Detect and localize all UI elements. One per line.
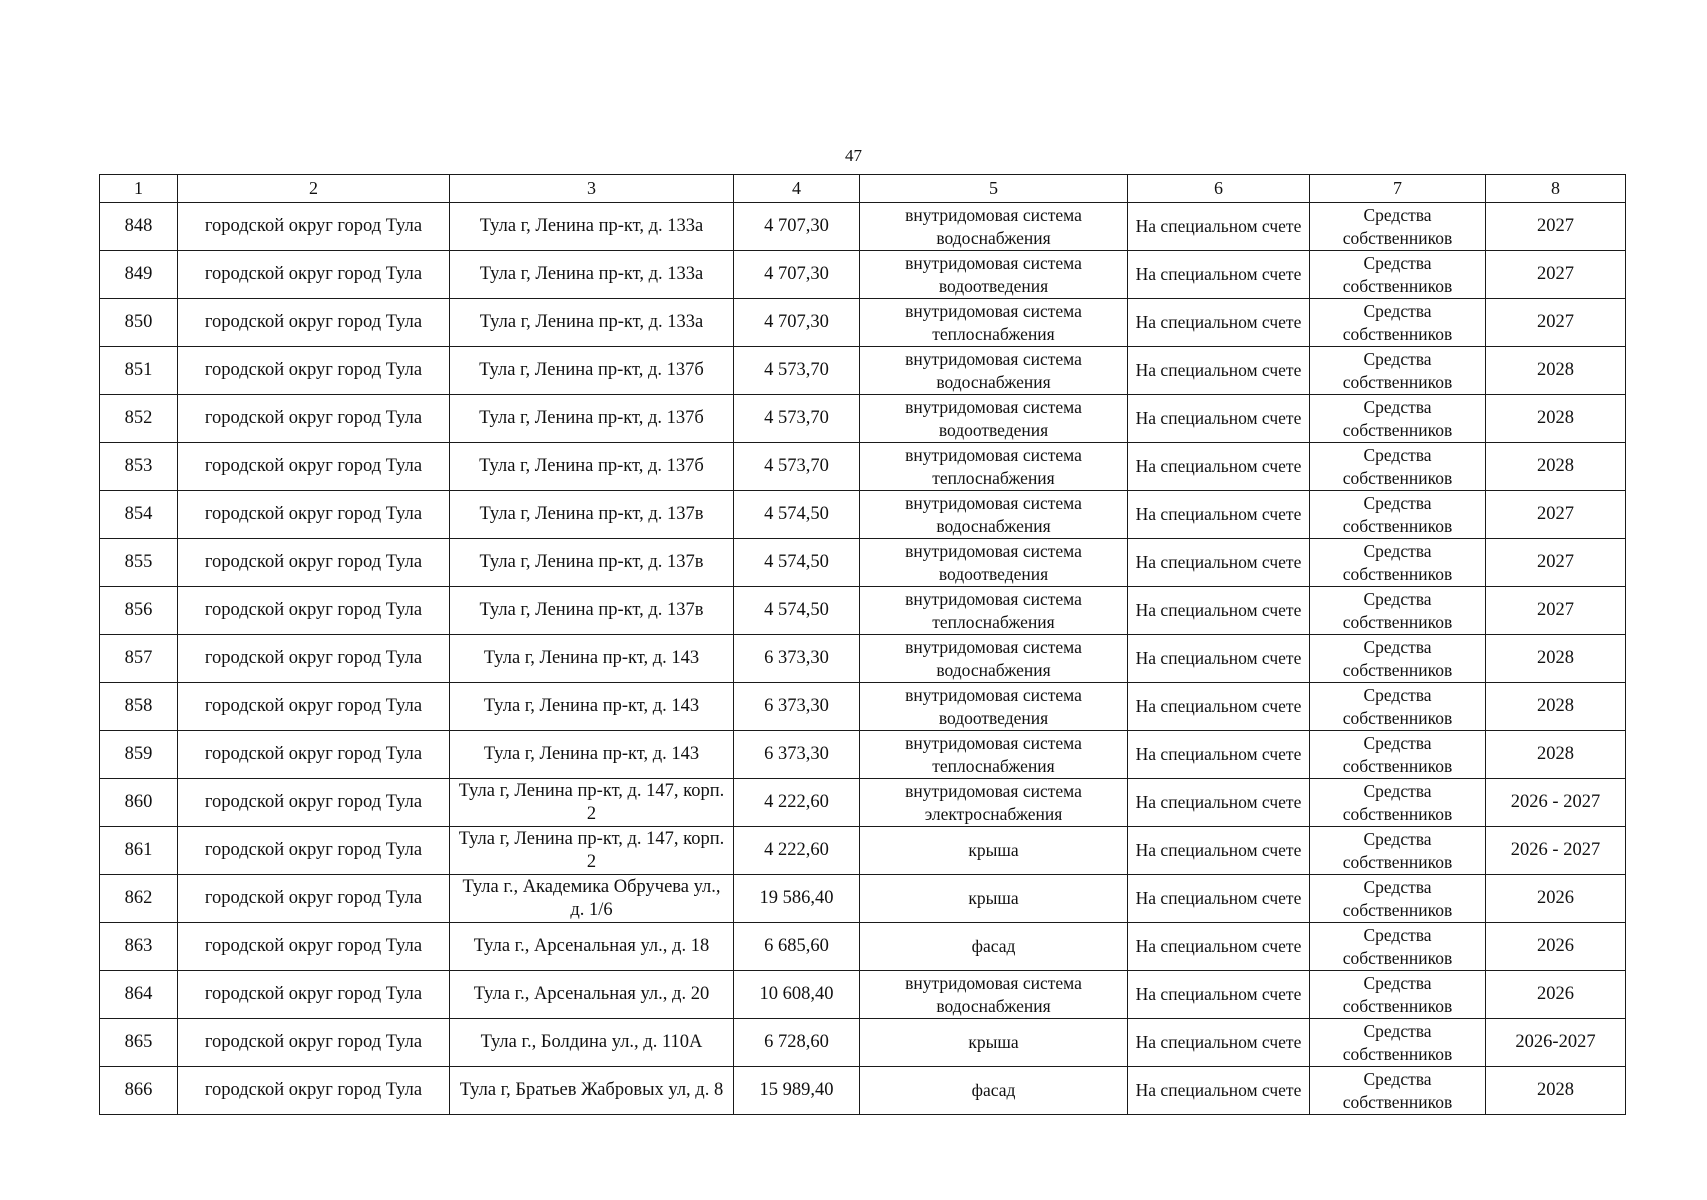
period-cell: 2027: [1486, 203, 1626, 251]
column-header-4: 4: [734, 175, 860, 203]
address-cell: Тула г, Ленина пр-кт, д. 147, корп. 2: [450, 827, 734, 875]
fund-account-cell: На специальном счете: [1128, 443, 1310, 491]
table-row: [100, 1019, 1626, 1067]
fund-account-cell: На специальном счете: [1128, 683, 1310, 731]
municipality-cell: городской округ город Тула: [178, 203, 450, 251]
row-number-cell: 851: [100, 347, 178, 395]
municipality-cell: городской округ город Тула: [178, 827, 450, 875]
fund-account-cell: На специальном счете: [1128, 827, 1310, 875]
work-type-cell: внутридомовая система водоснабжения: [860, 971, 1128, 1019]
area-cell: 4 574,50: [734, 491, 860, 539]
fund-account-cell: На специальном счете: [1128, 395, 1310, 443]
table-row: [100, 395, 1626, 443]
fund-account-cell: На специальном счете: [1128, 251, 1310, 299]
fund-account-cell: На специальном счете: [1128, 203, 1310, 251]
address-cell: Тула г, Ленина пр-кт, д. 137в: [450, 539, 734, 587]
row-number-cell: 850: [100, 299, 178, 347]
row-number-cell: 864: [100, 971, 178, 1019]
funding-source-cell: Средства собственников: [1310, 875, 1486, 923]
row-number-cell: 857: [100, 635, 178, 683]
funding-source-cell: Средства собственников: [1310, 299, 1486, 347]
funding-source-cell: Средства собственников: [1310, 395, 1486, 443]
column-header-6: 6: [1128, 175, 1310, 203]
row-number-cell: 854: [100, 491, 178, 539]
period-cell: 2028: [1486, 635, 1626, 683]
funding-source-cell: Средства собственников: [1310, 491, 1486, 539]
fund-account-cell: На специальном счете: [1128, 491, 1310, 539]
table-row: [100, 491, 1626, 539]
area-cell: 4 707,30: [734, 251, 860, 299]
table-row: [100, 875, 1626, 923]
work-type-cell: внутридомовая система теплоснабжения: [860, 299, 1128, 347]
row-number-cell: 860: [100, 779, 178, 827]
funding-source-cell: Средства собственников: [1310, 443, 1486, 491]
municipality-cell: городской округ город Тула: [178, 779, 450, 827]
table-row: [100, 731, 1626, 779]
column-header-2: 2: [178, 175, 450, 203]
municipality-cell: городской округ город Тула: [178, 731, 450, 779]
municipality-cell: городской округ город Тула: [178, 923, 450, 971]
area-cell: 15 989,40: [734, 1067, 860, 1115]
address-cell: Тула г., Арсенальная ул., д. 20: [450, 971, 734, 1019]
period-cell: 2026: [1486, 923, 1626, 971]
address-cell: Тула г, Ленина пр-кт, д. 133а: [450, 299, 734, 347]
table-row: [100, 347, 1626, 395]
funding-source-cell: Средства собственников: [1310, 683, 1486, 731]
period-cell: 2028: [1486, 395, 1626, 443]
work-type-cell: фасад: [860, 923, 1128, 971]
row-number-cell: 862: [100, 875, 178, 923]
table-row: [100, 587, 1626, 635]
period-cell: 2027: [1486, 491, 1626, 539]
period-cell: 2028: [1486, 1067, 1626, 1115]
work-type-cell: внутридомовая система водоотведения: [860, 683, 1128, 731]
work-type-cell: крыша: [860, 827, 1128, 875]
funding-source-cell: Средства собственников: [1310, 251, 1486, 299]
row-number-cell: 853: [100, 443, 178, 491]
area-cell: 6 685,60: [734, 923, 860, 971]
row-number-cell: 852: [100, 395, 178, 443]
row-number-cell: 861: [100, 827, 178, 875]
work-type-cell: внутридомовая система водоснабжения: [860, 635, 1128, 683]
row-number-cell: 848: [100, 203, 178, 251]
address-cell: Тула г, Ленина пр-кт, д. 137б: [450, 443, 734, 491]
municipality-cell: городской округ город Тула: [178, 347, 450, 395]
work-type-cell: внутридомовая система электроснабжения: [860, 779, 1128, 827]
area-cell: 19 586,40: [734, 875, 860, 923]
period-cell: 2028: [1486, 683, 1626, 731]
work-type-cell: внутридомовая система водоснабжения: [860, 203, 1128, 251]
period-cell: 2026 - 2027: [1486, 779, 1626, 827]
address-cell: Тула г., Арсенальная ул., д. 18: [450, 923, 734, 971]
municipality-cell: городской округ город Тула: [178, 875, 450, 923]
fund-account-cell: На специальном счете: [1128, 587, 1310, 635]
fund-account-cell: На специальном счете: [1128, 971, 1310, 1019]
funding-source-cell: Средства собственников: [1310, 827, 1486, 875]
funding-source-cell: Средства собственников: [1310, 731, 1486, 779]
address-cell: Тула г, Ленина пр-кт, д. 133а: [450, 203, 734, 251]
funding-source-cell: Средства собственников: [1310, 539, 1486, 587]
column-header-5: 5: [860, 175, 1128, 203]
area-cell: 4 222,60: [734, 779, 860, 827]
work-type-cell: внутридомовая система теплоснабжения: [860, 443, 1128, 491]
period-cell: 2026: [1486, 971, 1626, 1019]
municipality-cell: городской округ город Тула: [178, 539, 450, 587]
municipality-cell: городской округ город Тула: [178, 443, 450, 491]
address-cell: Тула г, Ленина пр-кт, д. 133а: [450, 251, 734, 299]
fund-account-cell: На специальном счете: [1128, 1067, 1310, 1115]
row-number-cell: 849: [100, 251, 178, 299]
period-cell: 2028: [1486, 731, 1626, 779]
table-row: [100, 251, 1626, 299]
address-cell: Тула г, Ленина пр-кт, д. 143: [450, 635, 734, 683]
column-header-1: 1: [100, 175, 178, 203]
period-cell: 2027: [1486, 587, 1626, 635]
work-type-cell: внутридомовая система водоотведения: [860, 539, 1128, 587]
address-cell: Тула г, Ленина пр-кт, д. 147, корп. 2: [450, 779, 734, 827]
address-cell: Тула г., Академика Обручева ул., д. 1/6: [450, 875, 734, 923]
work-type-cell: внутридомовая система теплоснабжения: [860, 731, 1128, 779]
row-number-cell: 858: [100, 683, 178, 731]
period-cell: 2027: [1486, 251, 1626, 299]
funding-source-cell: Средства собственников: [1310, 779, 1486, 827]
address-cell: Тула г, Ленина пр-кт, д. 143: [450, 683, 734, 731]
header-row: [100, 175, 1626, 203]
work-type-cell: крыша: [860, 875, 1128, 923]
column-header-7: 7: [1310, 175, 1486, 203]
funding-source-cell: Средства собственников: [1310, 971, 1486, 1019]
period-cell: 2026: [1486, 875, 1626, 923]
fund-account-cell: На специальном счете: [1128, 875, 1310, 923]
municipality-cell: городской округ город Тула: [178, 299, 450, 347]
address-cell: Тула г, Ленина пр-кт, д. 137в: [450, 491, 734, 539]
municipality-cell: городской округ город Тула: [178, 971, 450, 1019]
work-type-cell: крыша: [860, 1019, 1128, 1067]
table-row: [100, 299, 1626, 347]
work-type-cell: внутридомовая система водоснабжения: [860, 347, 1128, 395]
municipality-cell: городской округ город Тула: [178, 251, 450, 299]
area-cell: 4 574,50: [734, 587, 860, 635]
work-type-cell: внутридомовая система водоотведения: [860, 395, 1128, 443]
funding-source-cell: Средства собственников: [1310, 347, 1486, 395]
fund-account-cell: На специальном счете: [1128, 731, 1310, 779]
table-row: [100, 1067, 1626, 1115]
funding-source-cell: Средства собственников: [1310, 587, 1486, 635]
municipality-cell: городской округ город Тула: [178, 683, 450, 731]
address-cell: Тула г, Братьев Жабровых ул, д. 8: [450, 1067, 734, 1115]
period-cell: 2027: [1486, 539, 1626, 587]
table-row: [100, 683, 1626, 731]
fund-account-cell: На специальном счете: [1128, 923, 1310, 971]
table-body: [100, 203, 1626, 1115]
table-row: [100, 827, 1626, 875]
area-cell: 4 573,70: [734, 443, 860, 491]
row-number-cell: 855: [100, 539, 178, 587]
address-cell: Тула г, Ленина пр-кт, д. 137в: [450, 587, 734, 635]
funding-source-cell: Средства собственников: [1310, 203, 1486, 251]
row-number-cell: 863: [100, 923, 178, 971]
period-cell: 2027: [1486, 299, 1626, 347]
fund-account-cell: На специальном счете: [1128, 635, 1310, 683]
funding-source-cell: Средства собственников: [1310, 923, 1486, 971]
funding-source-cell: Средства собственников: [1310, 1019, 1486, 1067]
area-cell: 4 574,50: [734, 539, 860, 587]
area-cell: 6 373,30: [734, 731, 860, 779]
area-cell: 4 707,30: [734, 203, 860, 251]
period-cell: 2026-2027: [1486, 1019, 1626, 1067]
fund-account-cell: На специальном счете: [1128, 539, 1310, 587]
table-row: [100, 923, 1626, 971]
period-cell: 2028: [1486, 443, 1626, 491]
row-number-cell: 866: [100, 1067, 178, 1115]
area-cell: 4 707,30: [734, 299, 860, 347]
address-cell: Тула г, Ленина пр-кт, д. 137б: [450, 347, 734, 395]
registry-table: [99, 174, 1626, 1115]
municipality-cell: городской округ город Тула: [178, 635, 450, 683]
municipality-cell: городской округ город Тула: [178, 1067, 450, 1115]
table-row: [100, 539, 1626, 587]
fund-account-cell: На специальном счете: [1128, 299, 1310, 347]
municipality-cell: городской округ город Тула: [178, 1019, 450, 1067]
address-cell: Тула г., Болдина ул., д. 110А: [450, 1019, 734, 1067]
fund-account-cell: На специальном счете: [1128, 779, 1310, 827]
address-cell: Тула г, Ленина пр-кт, д. 143: [450, 731, 734, 779]
column-header-8: 8: [1486, 175, 1626, 203]
page-number: 47: [845, 146, 862, 165]
fund-account-cell: На специальном счете: [1128, 347, 1310, 395]
area-cell: 6 728,60: [734, 1019, 860, 1067]
column-header-3: 3: [450, 175, 734, 203]
municipality-cell: городской округ город Тула: [178, 395, 450, 443]
table-row: [100, 635, 1626, 683]
work-type-cell: внутридомовая система теплоснабжения: [860, 587, 1128, 635]
funding-source-cell: Средства собственников: [1310, 635, 1486, 683]
table-row: [100, 203, 1626, 251]
area-cell: 6 373,30: [734, 683, 860, 731]
work-type-cell: внутридомовая система водоснабжения: [860, 491, 1128, 539]
area-cell: 4 222,60: [734, 827, 860, 875]
municipality-cell: городской округ город Тула: [178, 491, 450, 539]
period-cell: 2028: [1486, 347, 1626, 395]
funding-source-cell: Средства собственников: [1310, 1067, 1486, 1115]
work-type-cell: фасад: [860, 1067, 1128, 1115]
table-row: [100, 779, 1626, 827]
area-cell: 4 573,70: [734, 347, 860, 395]
municipality-cell: городской округ город Тула: [178, 587, 450, 635]
address-cell: Тула г, Ленина пр-кт, д. 137б: [450, 395, 734, 443]
row-number-cell: 865: [100, 1019, 178, 1067]
table-row: [100, 443, 1626, 491]
row-number-cell: 859: [100, 731, 178, 779]
work-type-cell: внутридомовая система водоотведения: [860, 251, 1128, 299]
table-row: [100, 971, 1626, 1019]
row-number-cell: 856: [100, 587, 178, 635]
period-cell: 2026 - 2027: [1486, 827, 1626, 875]
area-cell: 10 608,40: [734, 971, 860, 1019]
area-cell: 4 573,70: [734, 395, 860, 443]
area-cell: 6 373,30: [734, 635, 860, 683]
fund-account-cell: На специальном счете: [1128, 1019, 1310, 1067]
